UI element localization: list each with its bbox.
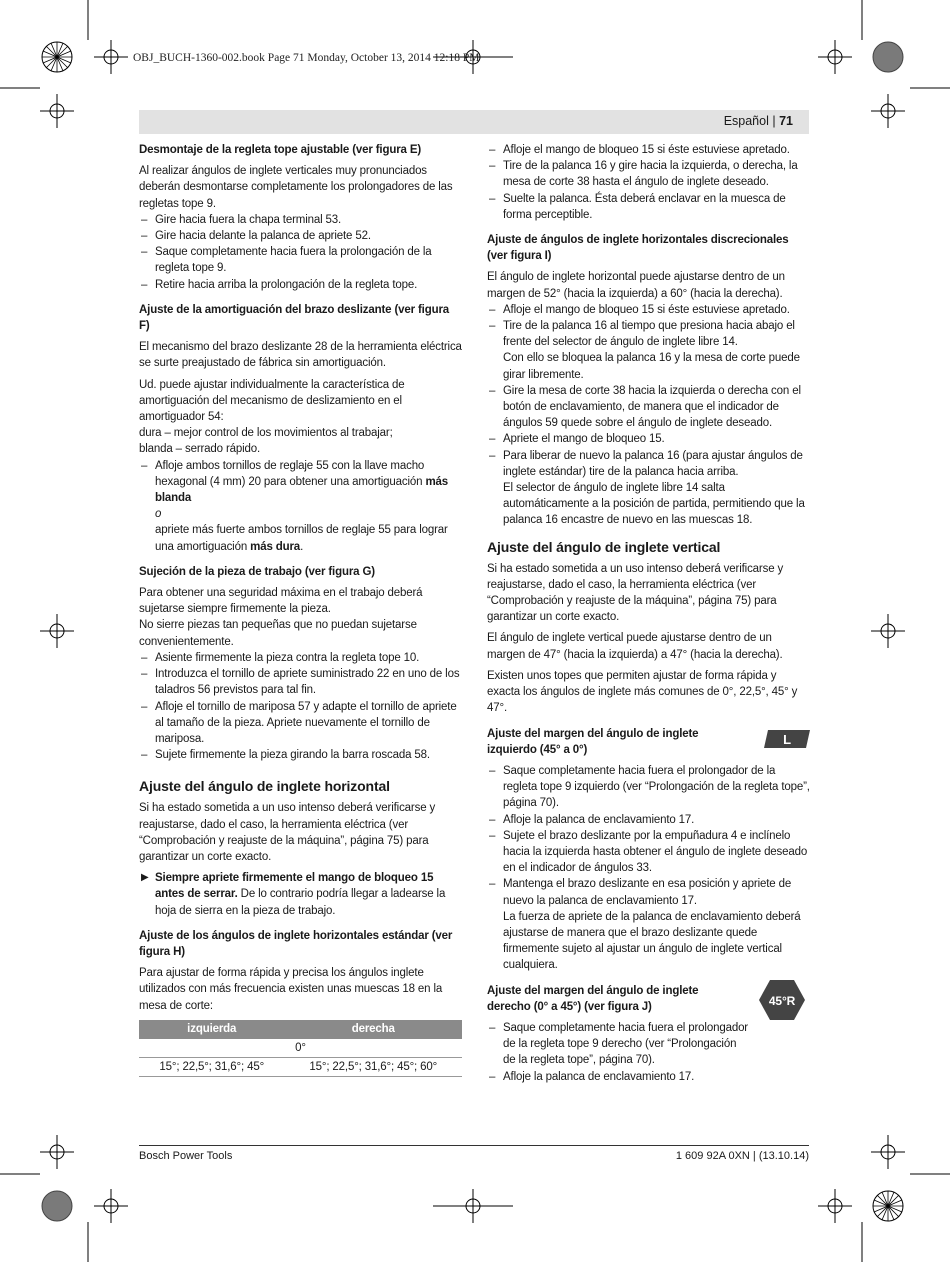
list-item-continuation: El selector de ángulo de inglete libre 14 salta automáticamente a la posición de partida, permitiendo que la palanca 16 encastre de nuevo en las muescas 18. <box>503 482 805 527</box>
table-cell: 0° <box>139 1039 462 1058</box>
registration-target-upper-right <box>871 94 905 128</box>
registration-target-mid-left <box>40 614 74 648</box>
list-item: – Afloje la palanca de enclavamiento 17. <box>487 1069 810 1085</box>
list-item: – Afloje el mango de bloqueo 15 si éste estuviese apretado. <box>487 142 810 158</box>
bold-term: más blanda <box>155 475 449 505</box>
list-item: – Gire hacia delante la palanca de apriete 52. <box>139 228 462 244</box>
badge-label: L <box>783 731 791 747</box>
list-item: – Tire de la palanca 16 y gire hacia la izquierda, o derecha, la mesa de corte 38 hasta el ángulo de inglete deseado. <box>487 158 810 190</box>
registration-target-top-left <box>94 40 128 74</box>
left-column <box>139 142 462 1077</box>
header-separator: | <box>772 114 776 128</box>
list-item-continuation: La fuerza de apriete de la palanca de enclavamiento deberá ajustarse de manera que el brazo deslizante quede firmemente sujeto al ajustar un ángulo de inglete vertical cualquiera. <box>503 910 801 972</box>
registration-target-lower-right <box>871 1135 905 1169</box>
section-title: Ajuste de los ángulos de inglete horizontales estándar (ver figura H) <box>139 929 453 958</box>
warning-item: ▶ Siempre apriete firmemente el mango de bloqueo 15 antes de serrar. De lo contrario podría llegar a ladearse la hoja de sierra en la pieza de trabajo. <box>141 872 446 917</box>
list-item: – Afloje el tornillo de mariposa 57 y adapte el tornillo de apriete al tamaño de la pieza. Apriete nuevamente el tornillo de mariposa. <box>139 699 462 748</box>
section-right-range <box>487 983 810 1085</box>
paragraph: dura – mejor control de los movimientos al trabajar; <box>139 427 393 440</box>
registration-target-upper-left <box>40 94 74 128</box>
left-tilt-badge <box>764 728 810 750</box>
list-item: – Apriete el mango de bloqueo 15. <box>487 431 810 447</box>
badge-label: 45°R <box>768 993 796 1008</box>
table-cell: 15°; 22,5°; 31,6°; 45°; 60° <box>284 1057 462 1076</box>
table-header: derecha <box>284 1020 462 1039</box>
footer-rule <box>139 1145 809 1146</box>
paragraph: El ángulo de inglete horizontal puede ajustarse dentro de un margen de 52° (hacia la izquierda) a 60° (hacia la derecha). <box>487 271 785 300</box>
list-item: – Introduzca el tornillo de apriete suministrado 22 en uno de los taladros 56 previstos para tal fin. <box>139 666 462 698</box>
heading: Ajuste del ángulo de inglete horizontal <box>139 778 390 795</box>
list-item: – Gire hacia fuera la chapa terminal 53. <box>139 212 462 228</box>
gray-target-top-right <box>873 42 903 72</box>
table-cell: 15°; 22,5°; 31,6°; 45° <box>139 1057 284 1076</box>
table-header: izquierda <box>139 1020 284 1039</box>
section-title: Ajuste del margen del ángulo de inglete izquierdo (45° a 0°) <box>487 727 699 756</box>
list-item: – Retire hacia arriba la prolongación de la regleta tope. <box>139 277 462 293</box>
paragraph: El ángulo de inglete vertical puede ajustarse dentro de un margen de 47° (hacia la izquierda) a 47° (hacia la derecha). <box>487 632 783 661</box>
gray-target-bottom-left <box>42 1191 72 1221</box>
section-left-range <box>487 726 810 758</box>
list-item: – Suelte la palanca. Ésta deberá enclavar en la muesca de forma perceptible. <box>487 191 810 223</box>
print-slug: OBJ_BUCH-1360-002.book Page 71 Monday, October 13, 2014 12:18 PM <box>133 52 480 64</box>
header-text <box>724 114 793 128</box>
bold-term: más dura <box>250 540 301 553</box>
page-header <box>139 110 809 134</box>
registration-target-bottom-right <box>818 1189 852 1223</box>
list-item: – Afloje ambos tornillos de reglaje 55 con la llave macho hexagonal (4 mm) 20 para obtener una amortiguación más blanda <box>139 458 462 507</box>
list-item: – Saque completamente hacia fuera la prolongación de la regleta tope 9. <box>139 244 462 276</box>
list-item: – Asiente firmemente la pieza contra la regleta tope 10. <box>139 650 462 666</box>
page-number: 71 <box>779 114 793 128</box>
section-title: Desmontaje de la regleta tope ajustable (ver figura E) <box>139 144 422 156</box>
paragraph: Si ha estado sometida a un uso intenso deberá verificarse y reajustarse, dado el caso, la herramienta eléctrica (ver “Comprobación y reajuste de la máquina”, página 75) para garantizar un corte exacto. <box>139 802 436 863</box>
section-title: Ajuste de ángulos de inglete horizontales discrecionales (ver figura I) <box>487 234 789 263</box>
paragraph: Para ajustar de forma rápida y precisa los ángulos inglete utilizados con más frecuencia existen unas muescas 18 en la mesa de corte: <box>139 967 443 1012</box>
section-title: Sujeción de la pieza de trabajo (ver figura G) <box>139 565 375 578</box>
list-item: – Afloje la palanca de enclavamiento 17. <box>487 812 810 828</box>
header-language: Español <box>723 114 769 128</box>
star-target-top-left <box>42 42 72 72</box>
list-item-continuation: Con ello se bloquea la palanca 16 y la mesa de corte puede girar libremente. <box>503 352 800 381</box>
or-text: o <box>155 508 162 521</box>
registration-target-lower-left <box>40 1135 74 1169</box>
list-item: – Tire de la palanca 16 al tiempo que presiona hacia abajo el frente del selector de ángulo de inglete libre 14. <box>487 318 810 350</box>
paragraph: Al realizar ángulos de inglete verticales muy pronunciados deberán desmontarse completamente los prolongadores de las regletas tope 9. <box>139 165 453 210</box>
right-column <box>487 142 810 1085</box>
list-item: – Sujete firmemente la pieza girando la barra roscada 58. <box>139 747 462 763</box>
registration-target-top-right <box>818 40 852 74</box>
heading: Ajuste del ángulo de inglete vertical <box>487 538 721 555</box>
list-item: – Mantenga el brazo deslizante en esa posición y apriete de nuevo la palanca de enclavamiento 17. <box>487 876 810 908</box>
footer-doc-number: 1 609 92A 0XN | (13.10.14) <box>675 1150 809 1162</box>
footer-brand: Bosch Power Tools <box>139 1150 233 1162</box>
list-item: – Para liberar de nuevo la palanca 16 (para ajustar ángulos de inglete estándar) tire de la palanca hacia arriba. <box>487 448 810 480</box>
paragraph: Si ha estado sometida a un uso intenso deberá verificarse y reajustarse, dado el caso, la herramienta eléctrica (ver “Comprobación y reajuste de la máquina”, página 75) para garantizar un corte exacto. <box>487 562 784 624</box>
star-target-bottom-right <box>873 1191 903 1221</box>
registration-target-bottom-left <box>94 1189 128 1223</box>
paragraph: Existen unos topes que permiten ajustar de forma rápida y exacta los ángulos de inglete más comunes de 0°, 22,5°, 45° y 47°. <box>487 669 798 715</box>
registration-target-mid-right <box>871 614 905 648</box>
list-item: – Gire la mesa de corte 38 hacia la izquierda o derecha con el botón de enclavamiento, de manera que el indicador de ángulos 59 quede sobre el ángulo de inglete deseado. <box>487 383 810 432</box>
right-tilt-badge <box>758 979 806 1021</box>
triangle-bullet-icon: ▶ <box>141 872 149 884</box>
list-item-continuation: apriete más fuerte ambos tornillos de reglaje 55 para lograr una amortiguación más dura. <box>155 524 448 553</box>
section-title: Ajuste del margen del ángulo de inglete derecho (0° a 45°) (ver figura J) <box>487 984 699 1013</box>
list-item: – Saque completamente hacia fuera el prolongador de la regleta tope 9 izquierdo (ver “Prolongación de la regleta tope”, página 70). <box>487 763 810 812</box>
paragraph: Para obtener una seguridad máxima en el trabajo deberá sujetarse siempre firmemente la pieza. <box>139 587 423 616</box>
list-item: – Afloje el mango de bloqueo 15 si éste estuviese apretado. <box>487 302 810 318</box>
warning-bold: Siempre apriete firmemente el mango de bloqueo 15 antes de serrar. <box>155 872 434 901</box>
list-item: – Sujete el brazo deslizante por la empuñadura 4 e inclínelo hacia la izquierda hasta obtener el ángulo de inglete deseado en el indicador de ángulos 33. <box>487 828 810 877</box>
paragraph: El mecanismo del brazo deslizante 28 de la herramienta eléctrica se surte preajustado de fábrica sin amortiguación. <box>139 341 462 370</box>
paragraph: No sierre piezas tan pequeñas que no puedan sujetarse convenientemente. <box>139 619 417 648</box>
paragraph: blanda – serrado rápido. <box>139 443 261 456</box>
angle-table <box>139 1020 462 1077</box>
list-item: – Saque completamente hacia fuera el prolongador de la regleta tope 9 derecho (ver “Prolongación de la regleta tope”, página 70). <box>487 1020 748 1069</box>
section-title: Ajuste de la amortiguación del brazo deslizante (ver figura F) <box>139 303 450 333</box>
paragraph: Ud. puede ajustar individualmente la característica de amortiguación del mecanismo de deslizamiento en el amortiguador 54: <box>139 378 405 424</box>
registration-target-bottom-center <box>433 1189 513 1223</box>
